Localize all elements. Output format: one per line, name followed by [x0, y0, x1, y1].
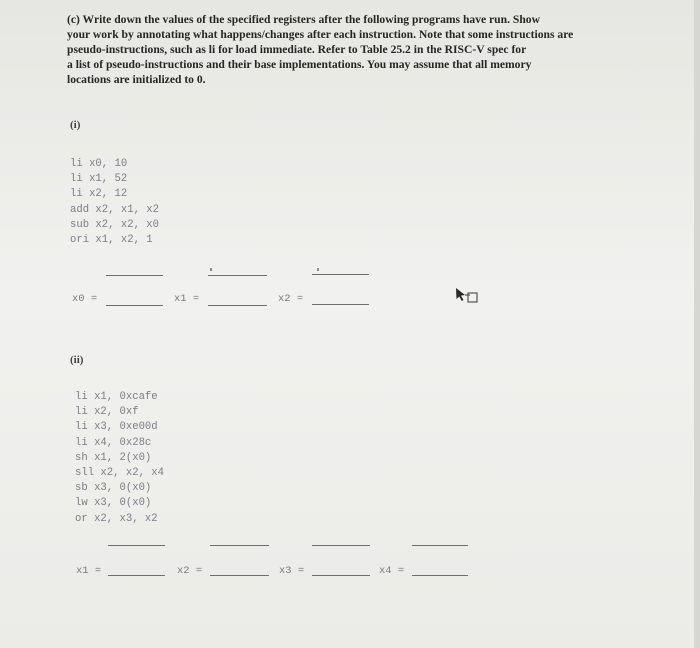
answer-field-x4[interactable] [412, 575, 468, 576]
answer-field-x1[interactable] [108, 575, 165, 576]
answer-label-x4: x4 = [379, 565, 405, 577]
answer-field-x2[interactable] [312, 304, 369, 305]
code-line: li x3, 0xe00d [75, 421, 158, 434]
code-line: ori x1, x2, 1 [70, 234, 153, 247]
work-line [312, 545, 370, 546]
work-line [312, 274, 369, 275]
answer-label-x3: x3 = [279, 565, 305, 577]
code-line: li x2, 0xf [75, 406, 139, 419]
part-ii-code [75, 390, 164, 527]
tick-mark [210, 268, 212, 271]
prompt-line-5: locations are initialized to 0. [67, 73, 206, 86]
prompt-line-3: pseudo-instructions, such as li for load immediate. Refer to Table 25.2 in the RISC-V spec for [67, 43, 527, 56]
work-line [106, 275, 163, 276]
answer-label-x1: x1 = [174, 293, 200, 305]
code-line: sub x2, x2, x0 [70, 218, 160, 231]
part-ii-label: (ii) [70, 354, 84, 366]
mouse-pointer-icon [452, 286, 482, 306]
question-prompt [67, 12, 622, 87]
answer-field-x2[interactable] [210, 575, 269, 576]
part-i-label: (i) [70, 119, 81, 131]
answer-label-x2: x2 = [177, 565, 203, 577]
code-line: sll x2, x2, x4 [75, 467, 165, 480]
code-line: lw x3, 0(x0) [75, 497, 152, 510]
answer-label-x2: x2 = [278, 293, 304, 305]
code-line: li x0, 10 [70, 158, 128, 170]
code-line: sh x1, 2(x0) [75, 451, 152, 464]
code-line: li x2, 12 [70, 188, 128, 201]
work-line [412, 545, 468, 546]
answer-field-x1[interactable] [208, 305, 267, 306]
code-line: add x2, x1, x2 [70, 203, 160, 216]
answer-field-x3[interactable] [312, 575, 370, 576]
prompt-line-1: (c) Write down the values of the specified registers after the following programs have run. Show [67, 13, 540, 26]
work-line [208, 275, 267, 276]
answer-label-x0: x0 = [72, 293, 98, 305]
code-line: or x2, x3, x2 [75, 512, 158, 525]
code-line: li x1, 0xcafe [75, 391, 158, 403]
work-line [210, 545, 269, 546]
answer-field-x0[interactable] [106, 305, 163, 306]
page-edge [694, 0, 700, 648]
answer-label-x1: x1 = [76, 565, 102, 577]
tick-mark [317, 268, 319, 271]
part-i-code [70, 157, 159, 248]
prompt-line-2: your work by annotating what happens/changes after each instruction. Note that some instructions are [67, 28, 574, 41]
work-line [108, 545, 165, 546]
code-line: sb x3, 0(x0) [75, 482, 152, 495]
prompt-line-4: a list of pseudo-instructions and their base implementations. You may assume that all memory [67, 58, 532, 71]
code-line: li x1, 52 [70, 173, 128, 186]
code-line: li x4, 0x28c [75, 436, 152, 449]
